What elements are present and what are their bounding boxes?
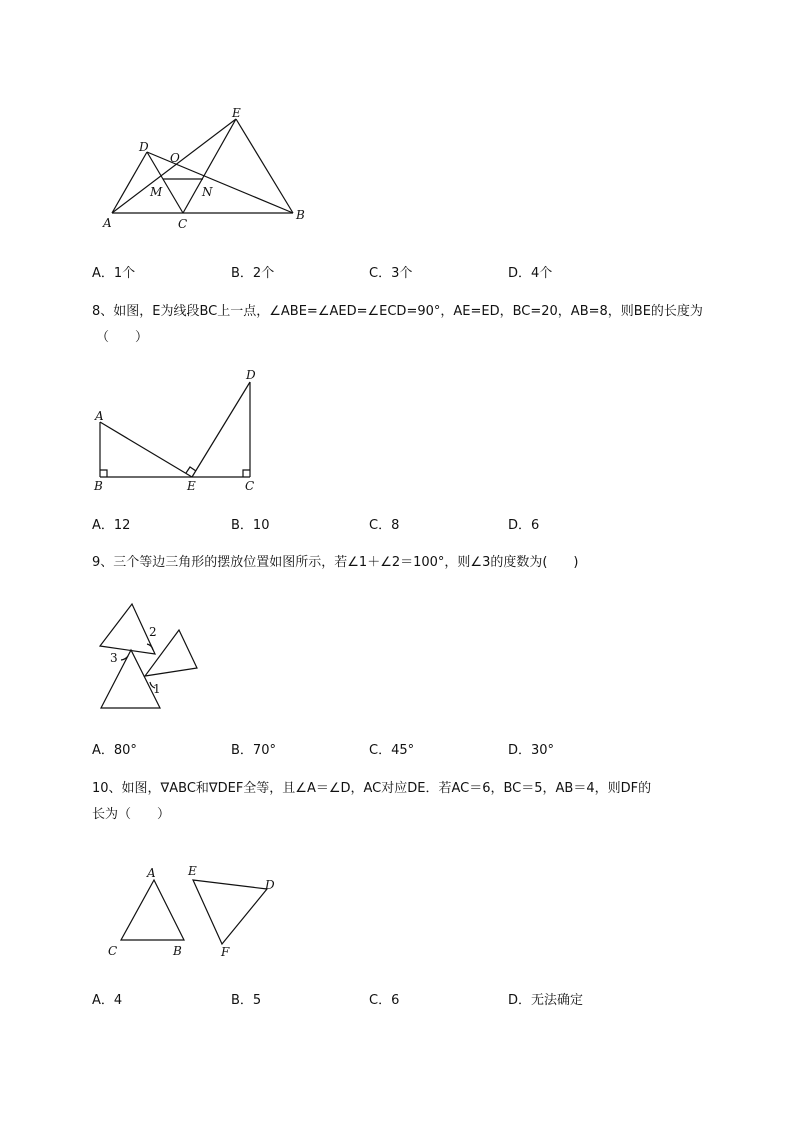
q8-option-a[interactable]: A．12 bbox=[92, 518, 131, 533]
q9-options bbox=[92, 739, 732, 759]
label-angle-3: 3 bbox=[110, 651, 118, 665]
label-B: B bbox=[94, 479, 103, 493]
label-E: E bbox=[187, 479, 196, 493]
label-angle-1: 1 bbox=[153, 682, 161, 696]
q9-figure bbox=[95, 598, 205, 713]
q9-text: 9、三个等边三角形的摆放位置如图所示，若∠1＋∠2＝100°，则∠3的度数为( ) bbox=[92, 555, 579, 570]
label-C: C bbox=[245, 479, 255, 493]
q7-option-b[interactable]: B．2个 bbox=[231, 266, 275, 281]
q7-option-d[interactable]: D．4个 bbox=[508, 266, 553, 281]
q8-figure bbox=[88, 365, 263, 495]
q8-option-c[interactable]: C．8 bbox=[369, 518, 400, 533]
q8-text-line2: （ ） bbox=[96, 330, 149, 345]
q9-question bbox=[92, 550, 732, 576]
triangle-top bbox=[100, 604, 155, 654]
label-B: B bbox=[296, 208, 305, 222]
q7-options bbox=[92, 262, 732, 282]
triangle-ABC bbox=[121, 880, 184, 940]
label-F: F bbox=[221, 945, 230, 959]
q10-option-c[interactable]: C．6 bbox=[369, 993, 400, 1008]
q8-question bbox=[92, 299, 732, 351]
label-C: C bbox=[108, 944, 118, 958]
q9-option-b[interactable]: B．70° bbox=[231, 743, 276, 758]
label-B: B bbox=[173, 944, 182, 958]
label-angle-2: 2 bbox=[149, 625, 157, 639]
label-D: D bbox=[246, 368, 256, 382]
label-M: M bbox=[150, 185, 163, 199]
label-D: D bbox=[139, 140, 149, 154]
q10-option-b[interactable]: B．5 bbox=[231, 993, 262, 1008]
q10-figure bbox=[100, 860, 285, 965]
segment-DB bbox=[147, 152, 293, 213]
q9-option-d[interactable]: D．30° bbox=[508, 743, 555, 758]
angle-3-arc bbox=[121, 656, 128, 660]
segment-EB bbox=[236, 119, 293, 213]
right-angle-C-mark bbox=[243, 470, 250, 477]
right-angle-B-mark bbox=[100, 470, 107, 477]
label-A: A bbox=[95, 409, 104, 423]
q8-option-b[interactable]: B．10 bbox=[231, 518, 270, 533]
label-C: C bbox=[178, 217, 188, 231]
q10-option-a[interactable]: A．4 bbox=[92, 993, 123, 1008]
label-N: N bbox=[202, 185, 213, 199]
q10-text-line1: 10、如图，∇ABC和∇DEF全等，且∠A＝∠D，AC对应DE．若AC＝6，BC＝5，AB＝4，则DF的 bbox=[92, 781, 652, 796]
q9-option-a[interactable]: A．80° bbox=[92, 743, 137, 758]
q7-option-a[interactable]: A．1个 bbox=[92, 266, 136, 281]
q10-option-d[interactable]: D．无法确定 bbox=[508, 993, 584, 1008]
label-O: O bbox=[170, 151, 180, 165]
q8-text-line1: 8、如图，E为线段BC上一点，∠ABE=∠AED=∠ECD=90°，AE=ED，BC=20，AB=8，则BE的长度为 bbox=[92, 304, 703, 319]
q7-figure bbox=[95, 100, 315, 235]
q8-option-d[interactable]: D．6 bbox=[508, 518, 540, 533]
segment-ED bbox=[192, 382, 250, 477]
q9-option-c[interactable]: C．45° bbox=[369, 743, 415, 758]
label-E: E bbox=[232, 106, 241, 120]
label-A: A bbox=[147, 866, 156, 880]
q10-text-line2: 长为（ ） bbox=[92, 807, 171, 822]
q10-options bbox=[92, 989, 732, 1009]
label-D: D bbox=[265, 878, 275, 892]
q10-question bbox=[92, 776, 732, 828]
triangle-DEF bbox=[193, 880, 267, 944]
q7-option-c[interactable]: C．3个 bbox=[369, 266, 413, 281]
segment-AD bbox=[112, 152, 147, 213]
segment-AE bbox=[100, 422, 192, 477]
q8-options bbox=[92, 514, 732, 534]
label-E: E bbox=[188, 864, 197, 878]
label-A: A bbox=[103, 216, 112, 230]
